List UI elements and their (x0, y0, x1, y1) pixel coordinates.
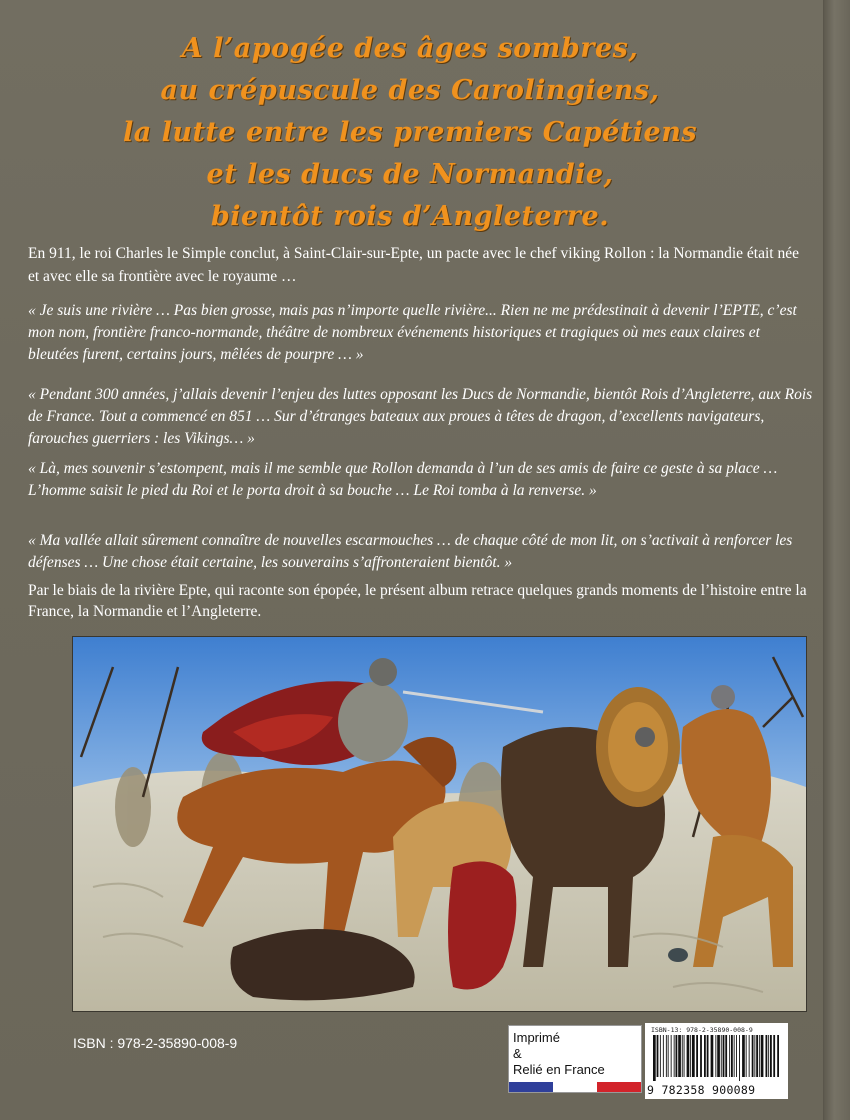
barcode-bar (777, 1035, 779, 1077)
barcode-bar (678, 1035, 681, 1077)
quote-paragraph: « Là, mes souvenir s’estompent, mais il me semble que Rollon demanda à l’un de ses amis de faire ce geste à sa place … L’homme saisit le pied du Roi et le porta droit à sa bouche … Le Roi tomba à la renverse. » (28, 460, 778, 499)
barcode-bar (715, 1035, 716, 1077)
barcode-bar (723, 1035, 725, 1077)
barcode (645, 1023, 788, 1099)
barcode-bar (717, 1035, 720, 1077)
barcode-bar (668, 1035, 669, 1077)
barcode-bar (768, 1035, 769, 1077)
barcode-bar (682, 1035, 683, 1077)
intro-paragraph: En 911, le roi Charles le Simple conclut, à Saint-Clair-sur-Epte, un pacte avec le chef viking Rollon : la Normandie était née et avec elle sa frontière avec le royaume … (28, 245, 799, 285)
barcode-bars (651, 1035, 782, 1081)
barcode-bar (766, 1035, 768, 1077)
barcode-bar (731, 1035, 733, 1077)
battle-illustration (72, 636, 807, 1012)
barcode-bar (692, 1035, 695, 1077)
barcode-bar (736, 1035, 737, 1077)
barcode-bar (759, 1035, 760, 1077)
made-in-france-label (508, 1025, 642, 1093)
barcode-bar (749, 1035, 750, 1077)
barcode-bar (711, 1035, 714, 1077)
quote-paragraph: « Je suis une rivière … Pas bien grosse, mais pas n’importe quelle rivière... Rien ne me prédestinait à devenir l’EPTE, c’est mon nom, frontière franco-normande, théâtre de nombreux événements historiques et tragiques où mes eaux claires et bleutées furent, certains jours, mêlées de pourpre … » (28, 302, 797, 363)
barcode-bar (660, 1035, 661, 1077)
barcode-bar (671, 1035, 672, 1077)
barcode-bar (700, 1035, 702, 1077)
barcode-bar (663, 1035, 664, 1077)
barcode-bar (754, 1035, 755, 1077)
barcode-bar (773, 1035, 775, 1077)
barcode-bar (684, 1035, 685, 1077)
made-in-line: & (513, 1046, 522, 1061)
barcode-bar (761, 1035, 764, 1077)
barcode-bar (676, 1035, 678, 1077)
barcode-bar (687, 1035, 690, 1077)
battle-scene-image (73, 637, 806, 1011)
headline-line: la lutte entre les premiers Capétiens (122, 117, 698, 148)
barcode-bar (739, 1035, 740, 1081)
made-in-line: Imprimé (513, 1030, 560, 1045)
headline-line: et les ducs de Normandie, (206, 159, 614, 190)
made-in-line: Relié en France (513, 1062, 605, 1077)
barcode-bar (653, 1035, 656, 1081)
headline-line: A l’apogée des âges sombres, (181, 33, 639, 64)
outro-paragraph: Par le biais de la rivière Epte, qui raconte son épopée, le présent album retrace quelques grands moments de l’histoire entre la France, la Normandie et l’Angleterre. (28, 582, 807, 620)
book-spine (823, 0, 850, 1120)
french-flag-stripe (509, 1082, 641, 1092)
barcode-bar (742, 1035, 745, 1077)
barcode-bar (756, 1035, 758, 1077)
barcode-bar (725, 1035, 727, 1077)
headline (60, 28, 760, 238)
isbn-label: ISBN : 978-2-35890-008-9 (73, 1035, 238, 1051)
barcode-bar (690, 1035, 691, 1077)
barcode-bar (696, 1035, 698, 1077)
barcode-bar (734, 1035, 735, 1077)
barcode-bar (746, 1035, 747, 1077)
barcode-bar (704, 1035, 706, 1077)
barcode-number: 9 782358 900089 (647, 1083, 756, 1097)
barcode-bar (752, 1035, 754, 1077)
headline-line: bientôt rois d’Angleterre. (210, 201, 610, 232)
barcode-bar (666, 1035, 667, 1077)
headline-line: au crépuscule des Carolingiens, (160, 75, 660, 106)
barcode-isbn-text: ISBN-13: 978-2-35890-008-9 (651, 1026, 753, 1034)
barcode-bar (657, 1035, 659, 1077)
quote-paragraph: « Ma vallée allait sûrement connaître de nouvelles escarmouches … de chaque côté de mon lit, on s’activait à renforcer les défenses … Une chose était certaine, les souverains s’affronteraient bientôt. » (28, 532, 793, 571)
barcode-bar (721, 1035, 722, 1077)
quote-paragraph: « Pendant 300 années, j’allais devenir l’enjeu des luttes opposant les Ducs de Normandie, bientôt Rois d’Angleterre, aux Rois de France. Tout a commencé en 851 … Sur d’étranges bateaux aux proues à têtes de dragon, d’excellents navigateurs, farouches guerriers : les Vikings… » (28, 386, 813, 447)
barcode-bar (674, 1035, 675, 1077)
barcode-bar (729, 1035, 730, 1077)
barcode-bar (707, 1035, 709, 1077)
barcode-bar (770, 1035, 772, 1077)
